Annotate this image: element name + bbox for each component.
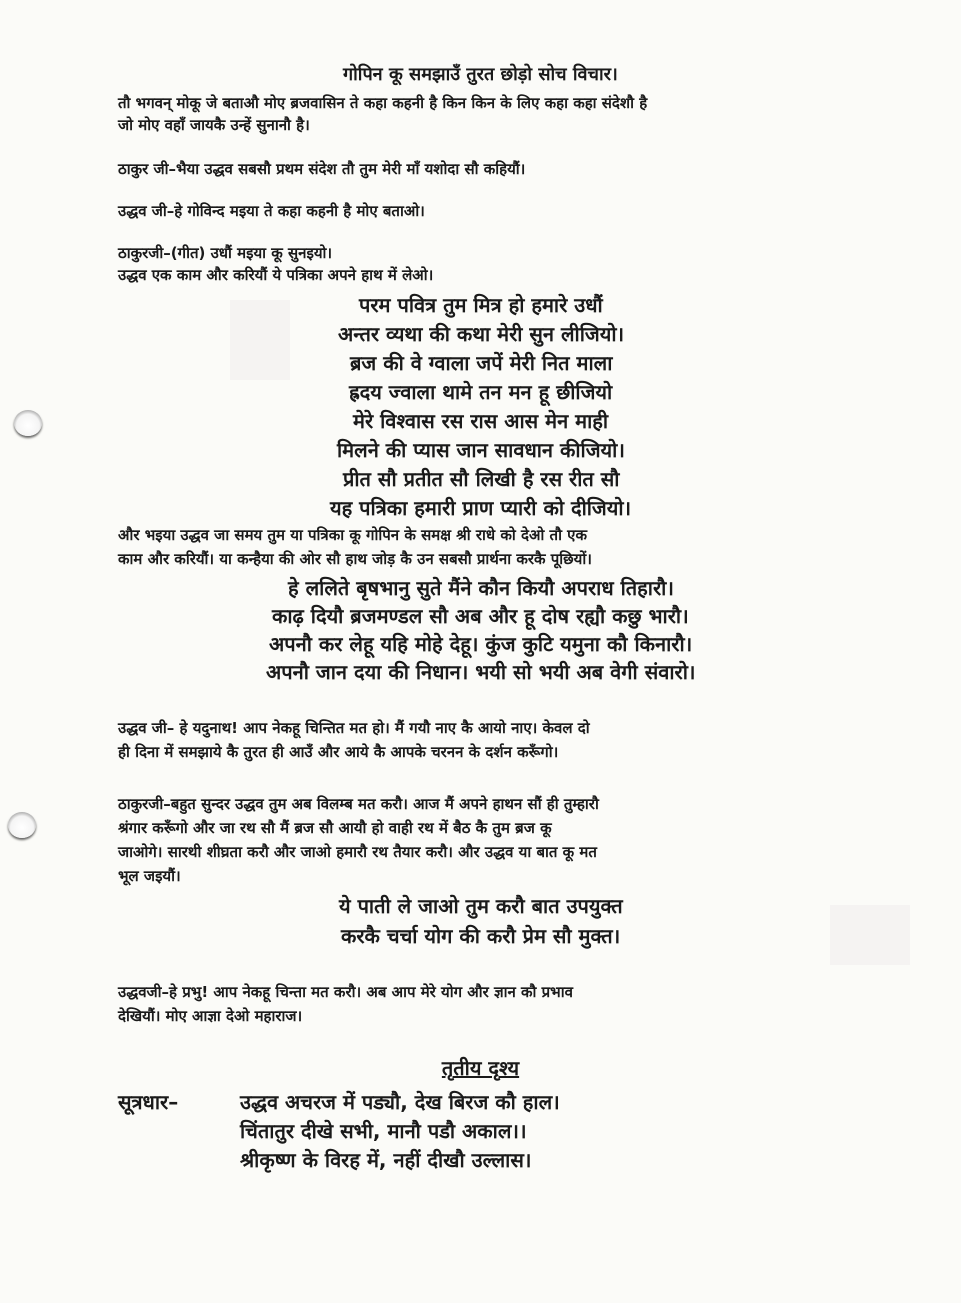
prose-line: ठाकुरजी–(गीत) उधौं मइया कू सुनइयो। bbox=[118, 244, 333, 262]
prose-line: उद्धव एक काम और करियौं ये पत्रिका अपने हाथ में लेओ। bbox=[118, 266, 434, 284]
prose-line: ही दिना में समझाये कै तुरत ही आउँ और आये कै आपके चरनन के दर्शन करूँगो। bbox=[118, 743, 559, 761]
verse-line: हे ललिते बृषभानु सुते मैंने कौन कियौ अपराध तिहारौ। bbox=[288, 576, 674, 600]
prose-line: तौ भगवन् मोकू जे बताऔ मोए ब्रजवासिन ते कहा कहनी है किन किन के लिए कहा कहा संदेशौ है bbox=[118, 94, 648, 112]
punch-hole bbox=[14, 410, 42, 436]
verse-line: अपनौ जान दया की निधान। भयी सो भयी अब वेगी संवारो। bbox=[266, 660, 696, 684]
narrator-verse-line: उद्धव अचरज में पड्यौ, देख बिरज कौ हाल। bbox=[240, 1090, 560, 1114]
verse-line: ब्रज की वे ग्वाला जपें मेरी नित माला bbox=[350, 351, 613, 375]
prose-line: उद्धव जी– हे यदुनाथ! आप नेकहू चिन्तित मत हो। मैं गयौ नाए कै आयो नाए। केवल दो bbox=[118, 719, 590, 737]
prose-line: उद्धव जी–हे गोविन्द मइया ते कहा कहनी है मोए बताओ। bbox=[118, 202, 425, 220]
narrator-verse-line: श्रीकृष्ण के विरह में, नहीं दीखौ उल्लास। bbox=[240, 1148, 532, 1172]
couplet-heading: गोपिन कू समझाउँ तुरत छोड़ो सोच विचार। bbox=[343, 64, 618, 85]
verse-line: ये पाती ले जाओ तुम करौ बात उपयुक्त bbox=[339, 894, 623, 918]
prose-line: भूल जइयौं। bbox=[118, 867, 181, 885]
bleed-through-mark bbox=[830, 905, 910, 965]
verse-line: ह्रदय ज्वाला थामे तन मन हू छीजियो bbox=[349, 380, 613, 404]
prose-line: काम और करियौं। या कन्हैया की ओर सौ हाथ जोड़ कै उन सबसौ प्रार्थना करकै पूछियों। bbox=[118, 550, 592, 568]
verse-line: परम पवित्र तुम मित्र हो हमारे उधौं bbox=[359, 293, 603, 317]
prose-line: देखियौं। मोए आज्ञा देओ महाराज। bbox=[118, 1007, 303, 1025]
prose-line: जो मोए वहाँ जायकै उन्हें सुनानौ है। bbox=[118, 116, 310, 134]
verse-line: प्रीत सौ प्रतीत सौ लिखी है रस रीत सौ bbox=[343, 467, 620, 491]
verse-line: अपनौ कर लेहू यहि मोहे देहू। कुंज कुटि यमुना कौ किनारौ। bbox=[269, 632, 693, 656]
prose-line: उद्धवजी–हे प्रभु! आप नेकहू चिन्ता मत करौ। अब आप मेरे योग और ज्ञान कौ प्रभाव bbox=[118, 983, 573, 1001]
narrator-label: सूत्रधार– bbox=[118, 1090, 179, 1114]
bleed-through-mark bbox=[230, 300, 290, 380]
prose-line: ठाकुर जी–भैया उद्धव सबसौ प्रथम संदेश तौ तुम मेरी माँ यशोदा सौ कहियौं। bbox=[118, 160, 526, 178]
prose-line: जाओगे। सारथी शीघ्रता करौ और जाओ हमारौ रथ तैयार करौ। और उद्धव या बात कू मत bbox=[118, 843, 597, 861]
prose-line: ठाकुरजी–बहुत सुन्दर उद्धव तुम अब विलम्ब मत करौ। आज मैं अपने हाथन सौं ही तुम्हारौ bbox=[118, 795, 599, 813]
punch-hole bbox=[8, 812, 36, 838]
verse-line: काढ़ दियौ ब्रजमण्डल सौ अब और हू दोष रह्यौ कछु भारौ। bbox=[272, 604, 689, 628]
verse-line: मेरे विश्वास रस रास आस मेन माही bbox=[353, 409, 609, 433]
prose-line: श्रंगार करूँगो और जा रथ सौ मैं ब्रज सौ आयौ हो वाही रथ में बैठ कै तुम ब्रज कू bbox=[118, 819, 552, 837]
verse-line: यह पत्रिका हमारी प्राण प्यारी को दीजियो। bbox=[330, 496, 632, 520]
verse-line: करकै चर्चा योग की करौ प्रेम सौ मुक्त। bbox=[341, 924, 621, 948]
scene-title: तृतीय दृश्य bbox=[441, 1056, 520, 1080]
verse-line: अन्तर व्यथा की कथा मेरी सुन लीजियो। bbox=[338, 322, 625, 346]
narrator-verse-line: चिंतातुर दीखे सभी, मानौ पडौ अकाल।। bbox=[240, 1119, 527, 1143]
verse-line: मिलने की प्यास जान सावधान कीजियो। bbox=[337, 438, 625, 462]
prose-line: और भइया उद्धव जा समय तुम या पत्रिका कू गोपिन के समक्ष श्री राधे को देओ तौ एक bbox=[118, 526, 587, 544]
